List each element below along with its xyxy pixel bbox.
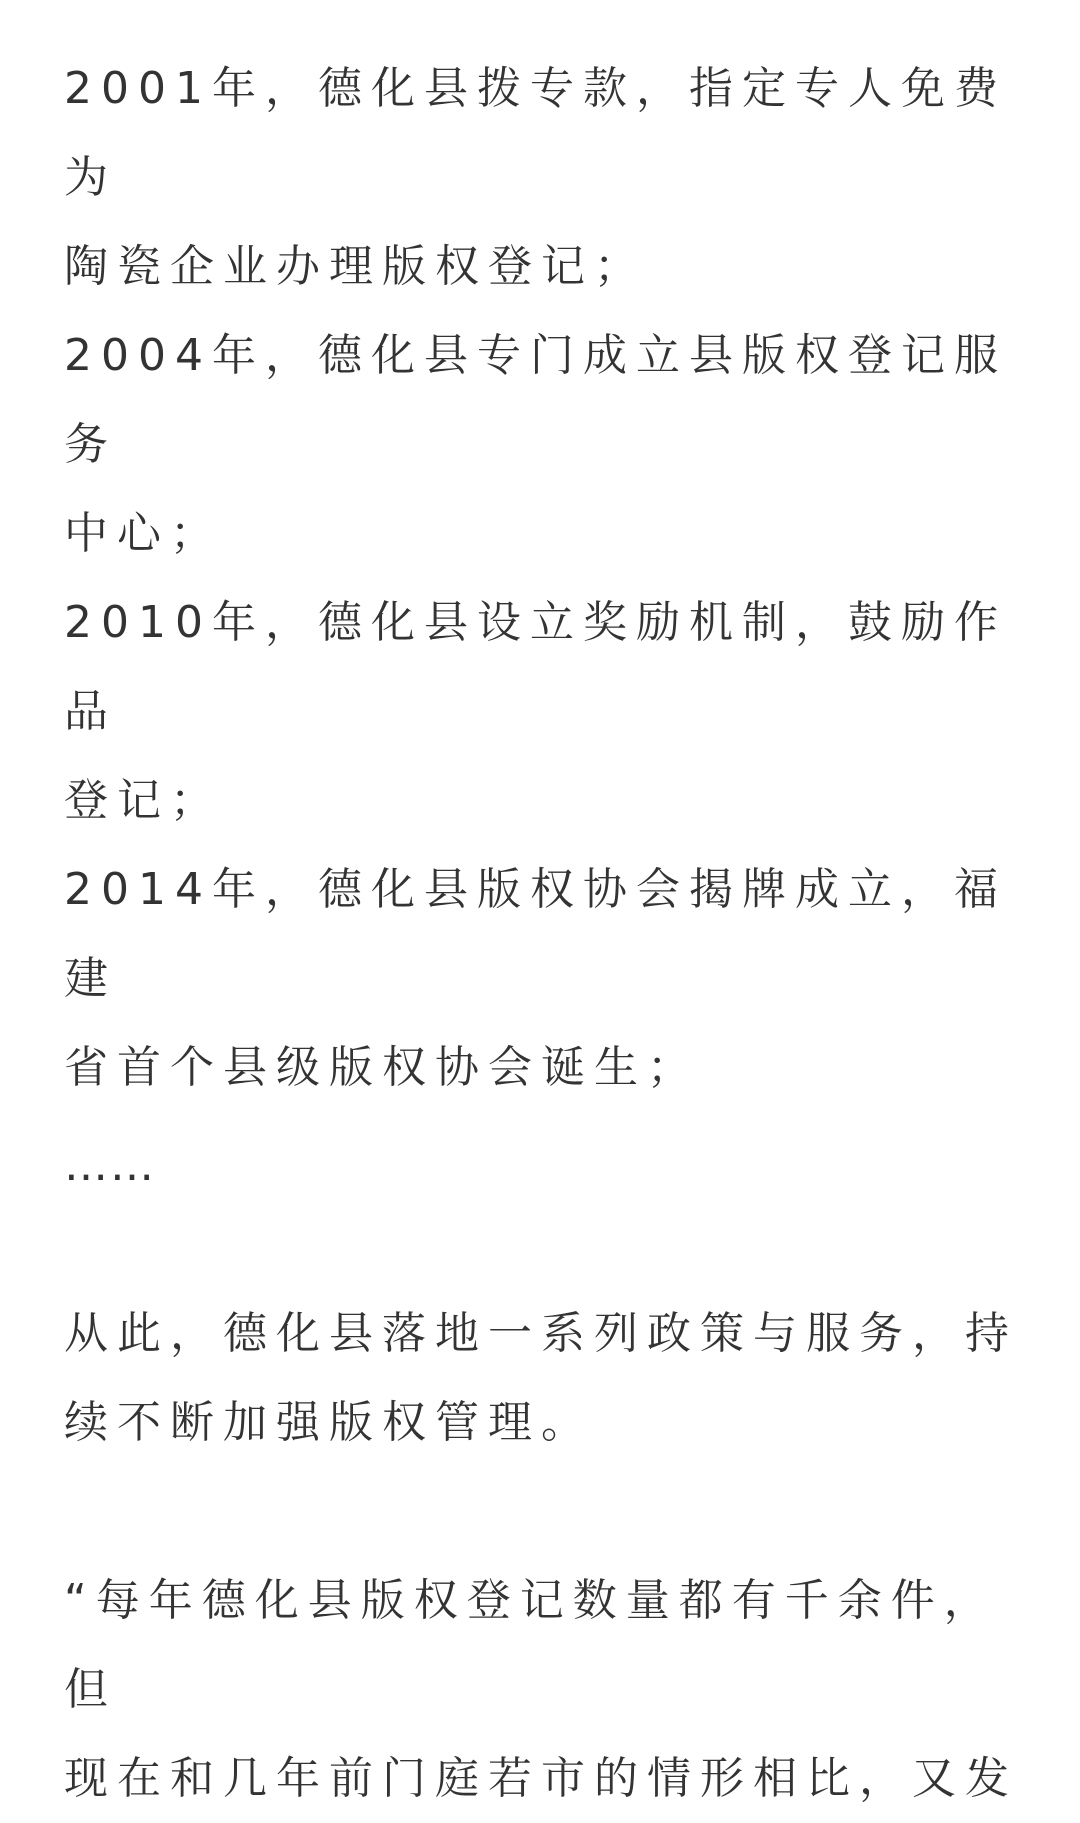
paragraph-2004: 2004年，德化县专门成立县版权登记服务 中心；	[64, 330, 1007, 559]
paragraph-2001: 2001年，德化县拨专款，指定专人免费为 陶瓷企业办理版权登记；	[64, 63, 1007, 292]
paragraph-quote: “每年德化县版权登记数量都有千余件，但 现在和几年前门庭若市的情形相比，又发	[64, 1575, 1018, 1804]
paragraph-2014: 2014年，德化县版权协会揭牌成立，福建 省首个县级版权协会诞生；	[64, 864, 1007, 1093]
paragraph-policy-services: 从此，德化县落地一系列政策与服务，持 续不断加强版权管理。	[64, 1308, 1018, 1448]
paragraph-2010: 2010年，德化县设立奖励机制，鼓励作品 登记；	[64, 597, 1007, 826]
ellipsis-paragraph: ……	[64, 1140, 156, 1191]
